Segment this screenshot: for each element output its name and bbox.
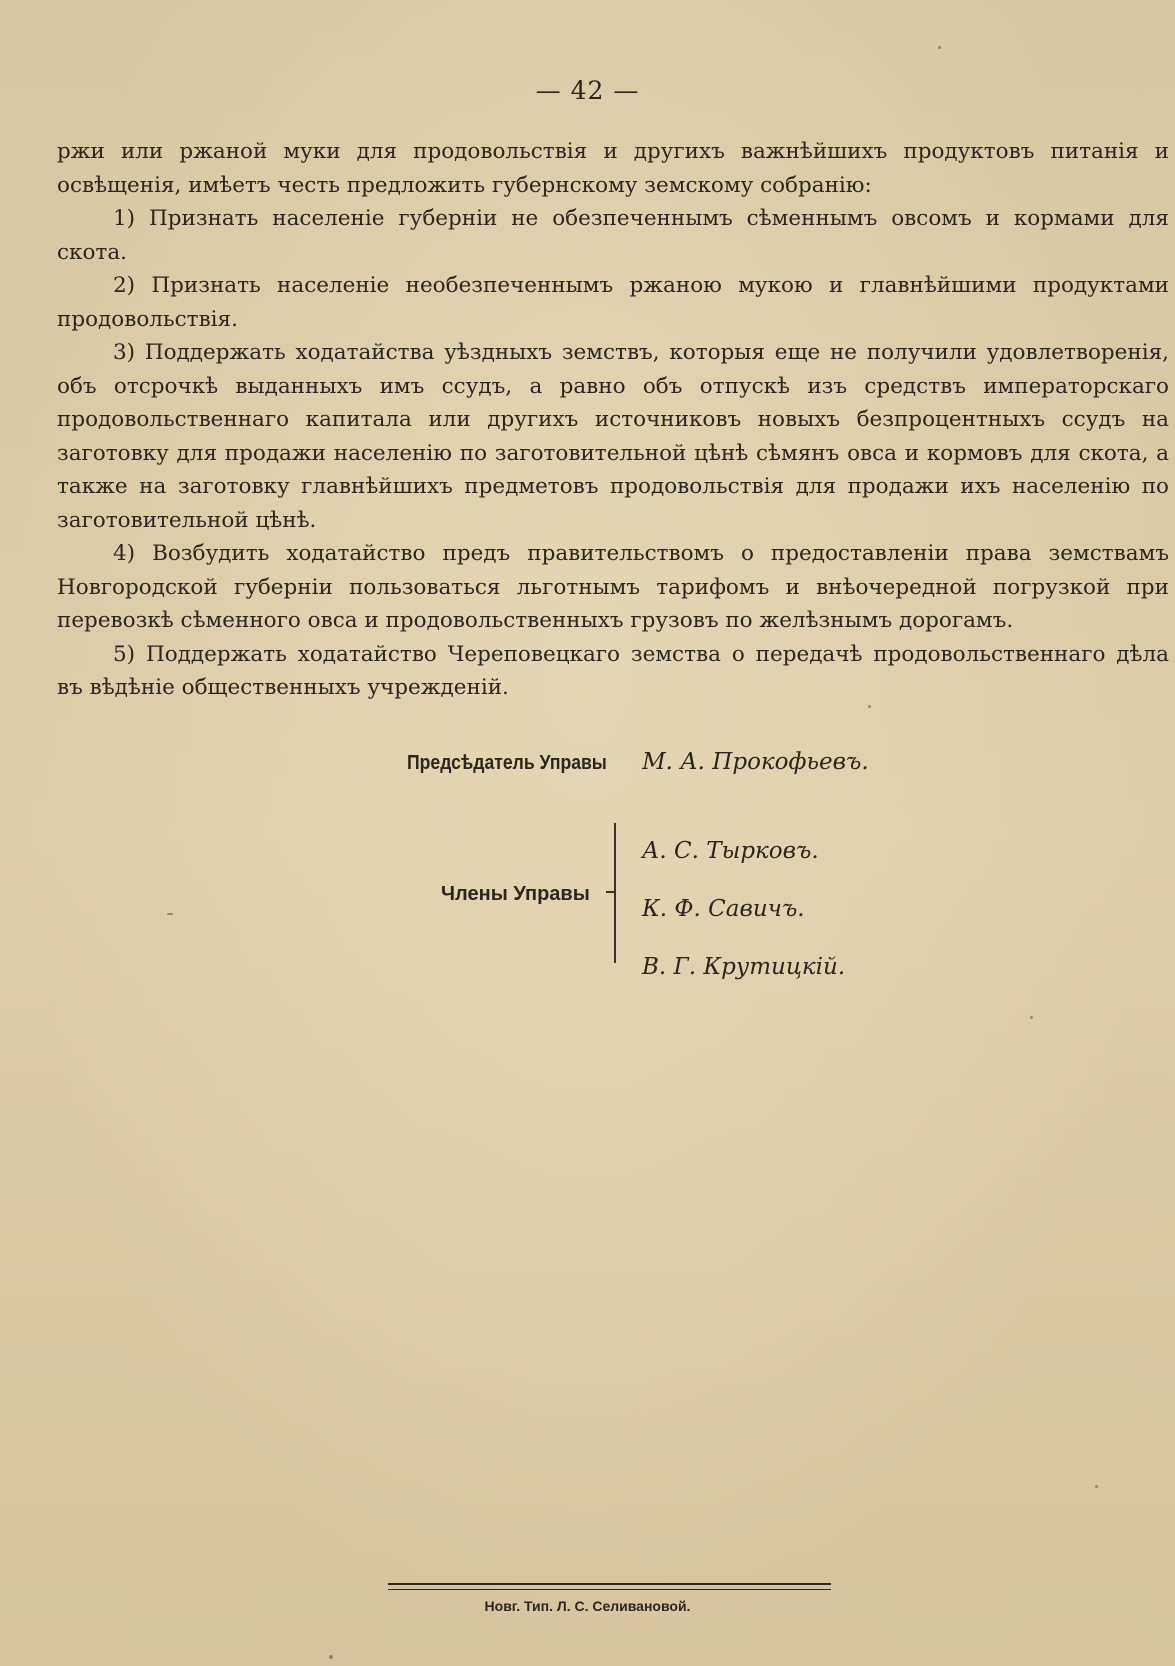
paper-speck bbox=[167, 913, 173, 915]
chair-signature bbox=[407, 749, 869, 775]
members-brace-tip bbox=[606, 891, 614, 893]
member-name: К. Ф. Савичъ. bbox=[642, 896, 805, 922]
printer-imprint: Новг. Тип. Л. С. Селивановой. bbox=[484, 1598, 691, 1614]
chair-label: Предсѣдатель Управы bbox=[407, 752, 607, 774]
members-brace bbox=[614, 823, 624, 963]
paper-speck bbox=[938, 46, 941, 49]
paper-speck bbox=[329, 1655, 333, 1659]
paragraph-item-4: 4) Возбудить ходатайство предъ правительствомъ о предоставленіи права земствамъ Новгородской губерніи пользоваться льготнымъ тарифомъ и внѣочередной погрузкой при перевозкѣ сѣменного овса и продовольственныхъ грузовъ по желѣзнымъ дорогамъ. bbox=[57, 541, 1169, 633]
paper-speck bbox=[1030, 1016, 1033, 1019]
paragraph-intro: ржи или ржаной муки для продовольствія и другихъ важнѣйшихъ продуктовъ питанія и освѣщенія, имѣетъ честь предложить губернскому земскому собранію: bbox=[57, 139, 1169, 198]
paragraph-item-1: 1) Признать населеніе губерніи не обезпеченнымъ сѣменнымъ овсомъ и кормами для скота. bbox=[57, 206, 1169, 265]
footer-rule-thin bbox=[388, 1589, 831, 1590]
members-list bbox=[642, 822, 845, 996]
chair-name: М. А. Прокофьевъ. bbox=[642, 749, 869, 775]
page-number: — 42 — bbox=[535, 76, 640, 105]
paragraph-item-5: 5) Поддержать ходатайство Череповецкаго земства о передачѣ продовольственнаго дѣла въ вѣдѣніе общественныхъ учрежденій. bbox=[57, 641, 1169, 700]
paper-speck bbox=[868, 705, 871, 708]
members-label: Члены Управы bbox=[441, 883, 590, 905]
member-name: В. Г. Крутицкій. bbox=[642, 954, 846, 980]
paragraph-item-3: 3) Поддержать ходатайства уѣздныхъ земствъ, которыя еще не получили удовлетворенія, объ отсрочкѣ выданныхъ имъ ссудъ, а равно объ отпускѣ изъ средствъ императорскаго продовольственнаго капитала или другихъ источниковъ новыхъ безпроцентныхъ ссудъ на заготовку для продажи населенію по заготовительной цѣнѣ сѣмянъ овса и кормовъ для скота, а также на заготовку главнѣйшихъ предметовъ продовольствія для продажи ихъ населенію по заготовительной цѣнѣ. bbox=[57, 340, 1169, 533]
paper-speck bbox=[1095, 1485, 1098, 1488]
paragraph-item-2: 2) Признать населеніе необезпеченнымъ ржаною мукою и главнѣйшими продуктами продовольствія. bbox=[57, 273, 1169, 332]
footer-rule bbox=[388, 1583, 831, 1585]
body-text bbox=[57, 135, 1169, 705]
member-name: А. С. Тырковъ. bbox=[642, 838, 819, 864]
